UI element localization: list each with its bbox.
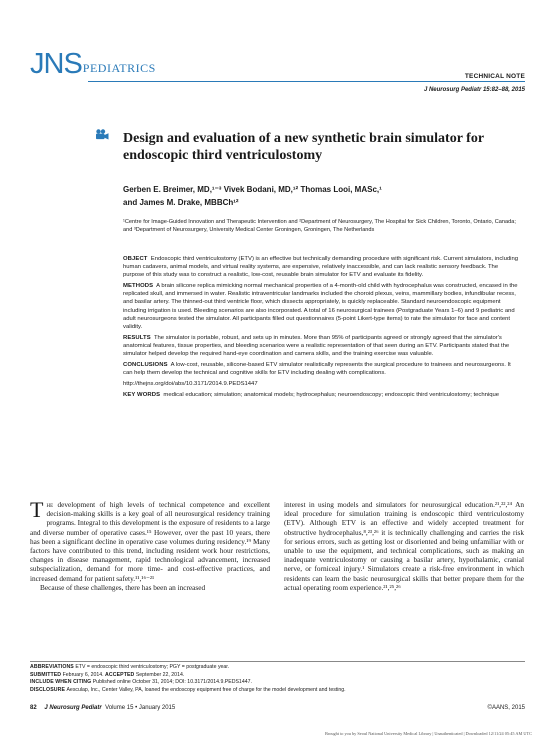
journal-citation: J Neurosurg Pediatr 15:82–88, 2015 — [423, 87, 525, 93]
header-rule — [88, 81, 525, 82]
abstract-keywords — [123, 391, 521, 399]
include-label: INCLUDE WHEN CITING — [30, 679, 92, 685]
methods-text: A brain silicone replica mimicking normal mechanical properties of a 4-month-old child with hydrocephalus was constructed, encased in the replicated skull, and immersed in water. Realistic intraventricular landmarks included the choroid plexus, veins, mammillary bodies, infundibular recess, and basilar artery. The thinned-out third ventricle floor, which dissects appropriately, is quickly replaceable. Standard neuroendoscopic equipment including irrigation is used. Bleeding scenarios are also incorporated. A total of 16 neurosurgical trainees (Postgraduate Years 1–6) and 9 pediatric and adult neurosurgeons tested the simulator. All participants filled out questionnaires (5-point Likert-type items) to rate the simulator for face and content validity. — [123, 283, 518, 330]
video-camera-icon[interactable] — [95, 129, 109, 140]
body-text-1: development of high levels of technical competence and excellent decision-making skills is a key goal of all neurosurgical residency training programs. Integral to this development is the exposure of residents to a large and diverse number of operative cases.¹⁵ However, over the past 10 years, there has been a significant decline in operative case volumes during residency.¹⁹ Many factors have contributed to this trend, including resident work hour restrictions, changes in disease management, rapid technological advancement, increased subspecialization, demand for more time- and cost-effective practices, and increased demand for patient safety.¹¹,¹⁶⁻²¹ — [30, 500, 270, 583]
body-column-right — [284, 500, 524, 592]
authors-line-2: and James M. Drake, MBBCh¹² — [123, 198, 239, 207]
submitted-date: February 6, 2014. — [62, 671, 104, 678]
doi-link[interactable]: http://thejns.org/doi/abs/10.3171/2014.9.PEDS1447 — [123, 381, 258, 388]
disclosure-label: DISCLOSURE — [30, 686, 66, 693]
footnote-disclosure — [30, 687, 530, 695]
drop-cap: T — [30, 497, 44, 522]
abstract-conclusions — [123, 361, 521, 377]
footnote-citing — [30, 679, 530, 687]
footer-left — [30, 705, 175, 711]
page-number: 82 — [30, 705, 37, 711]
section-label: TECHNICAL NOTE — [464, 73, 525, 80]
objective-label: OBJECT — [123, 256, 148, 262]
keywords-label: KEY WORDS — [123, 392, 161, 399]
abstract-results — [123, 334, 521, 358]
article-title: Design and evaluation of a new synthetic brain simulator for endoscopic third ventriculostomy — [123, 131, 484, 163]
authors-line-1: Gerben E. Breimer, MD,¹⁻³ Vivek Bodani, MD,¹² Thomas Looi, MASc,¹ — [123, 185, 382, 194]
body-paragraph-3: interest in using models and simulators for neurosurgical education.²¹,²²,²⁴ An ideal procedure for simulation training is endoscopic third ventriculostomy (ETV). Although ETV is an effective and widely accepted treatment for obstructive hydrocephalus,⁸,²³,²⁶ it is technically challenging and carries the risk for serious errors, such as getting lost or disoriented and being unfamiliar with or unable to use the equipment, and technical complications, such as making an inadequate ventriculostomy or causing a basilar artery, hypothalamic, cranial nerve, or forniceal injury.¹ Simulators create a risk-free environment in which residents can learn the basic neurosurgical skills that better prepare them for the actual operating room experience.²¹,²⁵,²⁶ — [284, 500, 524, 592]
abbrev-text: ETV = endoscopic third ventriculostomy; PGY = postgraduate year. — [75, 664, 230, 670]
keywords-text: medical education; simulation; anatomical models; hydrocephalus; neuroendoscopy; endoscopic third ventriculostomy; technique — [163, 392, 500, 399]
logo-pediatrics-text: PEDIATRICS — [82, 61, 156, 75]
abstract-methods — [123, 282, 521, 331]
results-label: RESULTS — [123, 334, 151, 341]
abbrev-label: ABBREVIATIONS — [30, 664, 74, 670]
abstract-objective — [123, 255, 521, 279]
conclusions-text: A low-cost, reusable, silicone-based ETV simulator realistically represents the surgical procedure to trainees and neurosurgeons. It can help them develop the technical and cognitive skills for ETV including dealing with complications. — [123, 362, 511, 377]
methods-label: METHODS — [123, 283, 154, 290]
download-watermark: Brought to you by Seoul National University Medical Library | Unauthenticated | Downloaded 12/11/24 05:45 AM UTC — [324, 731, 532, 736]
small-caps-lead: he — [46, 500, 54, 509]
results-text: The simulator is portable, robust, and sets up in minutes. More than 95% of participants agreed or strongly agreed that the simulator's anatomical features, tissue properties, and bleeding scenarios were a realistic representation of that seen during an ETV. Participants stated that the simulator helped develop the required hand-eye coordination and camera skills, and the training exercise was valuable. — [123, 334, 510, 358]
body-paragraph-1 — [30, 497, 270, 583]
body-paragraph-2: Because of these challenges, there has been an increased — [40, 582, 206, 592]
body-column-left — [30, 497, 270, 592]
footnote-abbreviations — [30, 664, 530, 672]
logo-jns-text: JNS — [30, 48, 82, 80]
accepted-label: ACCEPTED — [105, 671, 135, 678]
accepted-date: September 22, 2014. — [135, 671, 185, 678]
footnotes — [30, 664, 530, 694]
abstract — [123, 255, 521, 403]
page-footer — [30, 705, 525, 711]
objective-text: Endoscopic third ventriculostomy (ETV) is an effective but technically demanding procedure with significant risk. Current simulators, including human cadavers, animal models, and virtual reality systems, are expensive, relatively inaccessible, and can lack realistic sensory feedback. The purpose of this study was to construct a realistic, low-cost, reusable brain simulator for ETV and evaluate its fidelity. — [123, 256, 519, 279]
article-body — [30, 497, 524, 592]
conclusions-label: CONCLUSIONS — [123, 362, 168, 369]
submitted-label: SUBMITTED — [30, 671, 62, 678]
footer-journal: J Neurosurg Pediatr — [44, 705, 102, 711]
journal-logo — [30, 50, 156, 79]
include-text: Published online October 31, 2014; DOI: 10.3171/2014.9.PEDS1447. — [92, 679, 252, 685]
disclosure-text: Aesculap, Inc., Center Valley, PA, loaned the endoscopy equipment free of charge for the model development and testing. — [66, 686, 346, 693]
footnote-dates — [30, 672, 530, 680]
author-list — [123, 183, 503, 209]
footnote-rule — [30, 661, 525, 662]
footer-volume: Volume 15 • January 2015 — [105, 705, 176, 711]
footer-copyright: ©AANS, 2015 — [487, 705, 525, 711]
affiliations: ¹Centre for Image-Guided Innovation and Therapeutic Intervention and ²Department of Neurosurgery, The Hospital for Sick Children, Toronto, Ontario, Canada; and ³Department of Neurosurgery, University Medical Center Groningen, Groningen, The Netherlands — [123, 219, 516, 233]
